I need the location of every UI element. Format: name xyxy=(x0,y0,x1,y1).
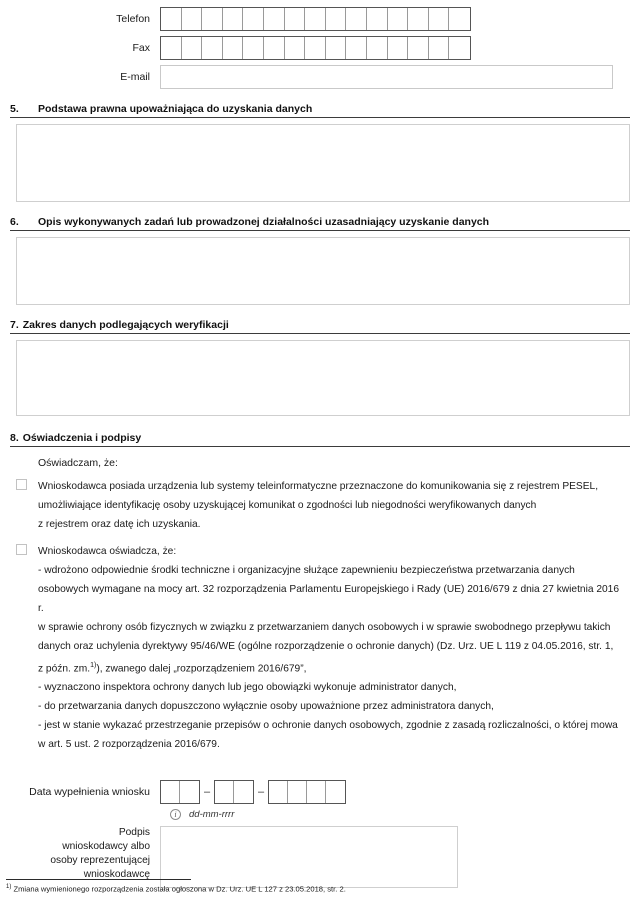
input-cell[interactable] xyxy=(234,781,253,803)
declaration-2-bullet-1-line-3: w sprawie ochrony osób fizycznych w związku z przetwarzaniem danych osobowych i w sprawie swobodnego przepływu takich xyxy=(38,622,611,633)
section-8-title: Oświadczenia i podpisy xyxy=(22,432,142,444)
section-5 xyxy=(0,103,638,202)
input-cell[interactable] xyxy=(307,781,326,803)
input-cell[interactable] xyxy=(243,37,264,59)
fax-row xyxy=(0,36,638,60)
date-label: Data wypełnienia wniosku xyxy=(29,786,150,799)
input-cell[interactable] xyxy=(408,8,429,30)
input-cell[interactable] xyxy=(223,37,244,59)
date-hint-row xyxy=(170,809,638,820)
footnote-marker: 1) xyxy=(6,884,12,891)
section-7 xyxy=(0,319,638,416)
input-cell[interactable] xyxy=(202,37,223,59)
input-cell[interactable] xyxy=(202,8,223,30)
declaration-item-2 xyxy=(16,542,638,754)
email-row xyxy=(0,65,638,89)
input-cell[interactable] xyxy=(305,8,326,30)
section-6-textarea[interactable] xyxy=(16,237,630,305)
declarations-intro: Oświadczam, że: xyxy=(38,457,118,469)
signature-label xyxy=(0,826,160,882)
declaration-2-bullet-4-line-1: - jest w stanie wykazać przestrzeganie przepisów o ochronie danych osobowych, zgodnie z zasadą rozliczalności, o której mowa xyxy=(38,720,618,732)
declaration-1-line-1: Wnioskodawca posiada urządzenia lub systemy teleinformatyczne przeznaczone do komunikowania się z rejestrem PESEL, xyxy=(38,481,599,492)
footnote-text xyxy=(6,884,626,894)
declaration-2-bullet-4-line-2: w art. 5 ust. 2 rozporządzenia 2016/679. xyxy=(38,739,220,751)
input-cell[interactable] xyxy=(288,781,307,803)
fax-input[interactable] xyxy=(160,36,471,60)
telefon-label: Telefon xyxy=(116,13,150,25)
date-fields xyxy=(160,780,346,804)
declaration-2-bullet-2: - wyznaczono inspektora ochrony danych lub jego obowiązki wykonuje administrator danych, xyxy=(38,682,457,694)
section-6-heading xyxy=(10,216,630,231)
telefon-input[interactable] xyxy=(160,7,471,31)
input-cell[interactable] xyxy=(182,37,203,59)
fax-label: Fax xyxy=(132,42,150,54)
footnote-ref-prefix: z późn. zm. xyxy=(38,663,91,675)
input-cell[interactable] xyxy=(346,8,367,30)
footnote xyxy=(6,879,626,894)
input-cell[interactable] xyxy=(429,37,450,59)
input-cell[interactable] xyxy=(161,781,180,803)
input-cell[interactable] xyxy=(269,781,288,803)
section-8-number: 8. xyxy=(10,432,19,444)
declaration-2-checkbox[interactable] xyxy=(16,544,27,555)
footnote-reference-marker: 1) xyxy=(90,662,97,669)
section-5-heading xyxy=(10,103,630,118)
input-cell[interactable] xyxy=(180,781,199,803)
signature-label-line-3: osoby reprezentującej xyxy=(50,855,150,867)
input-cell[interactable] xyxy=(367,8,388,30)
declaration-2-bullet-1-line-5 xyxy=(38,656,622,678)
input-cell[interactable] xyxy=(326,781,345,803)
input-cell[interactable] xyxy=(264,8,285,30)
input-cell[interactable] xyxy=(408,37,429,59)
input-cell[interactable] xyxy=(388,37,409,59)
declaration-2-text xyxy=(38,542,622,754)
input-cell[interactable] xyxy=(367,37,388,59)
contact-block xyxy=(0,0,638,89)
info-icon: i xyxy=(170,809,181,820)
input-cell[interactable] xyxy=(305,37,326,59)
date-row xyxy=(0,780,638,804)
section-8 xyxy=(0,432,638,754)
footnote-ref-suffix: ), zwanego dalej „rozporządzeniem 2016/679”, xyxy=(96,663,307,675)
declaration-2-lead: Wnioskodawca oświadcza, że: xyxy=(38,546,177,557)
input-cell[interactable] xyxy=(285,8,306,30)
section-7-heading xyxy=(10,319,630,334)
email-input[interactable] xyxy=(160,65,613,89)
declaration-1-text xyxy=(38,477,598,534)
section-5-title: Podstawa prawna upoważniająca do uzyskania danych xyxy=(38,103,313,115)
declarations-block xyxy=(0,457,638,754)
section-7-number: 7. xyxy=(10,319,19,331)
declaration-2-bullet-1-line-2: osobowych wymagane na mocy art. 32 rozporządzenia Parlamentu Europejskiego i Rady (UE) 2016/679 z dnia 27 kwietnia 2016 r. xyxy=(38,584,620,614)
date-block xyxy=(0,780,638,820)
declaration-1-checkbox[interactable] xyxy=(16,479,27,490)
input-cell[interactable] xyxy=(346,37,367,59)
footnote-body: Zmiana wymienionego rozporządzenia została ogłoszona w Dz. Urz. UE L 127 z 23.05.2018, str. 2. xyxy=(13,885,346,894)
section-6 xyxy=(0,216,638,305)
date-month-input[interactable] xyxy=(214,780,254,804)
input-cell[interactable] xyxy=(223,8,244,30)
section-7-title: Zakres danych podlegających weryfikacji xyxy=(22,319,229,331)
input-cell[interactable] xyxy=(326,8,347,30)
declaration-2-bullet-1-line-4: danych oraz uchylenia dyrektywy 95/46/WE (ogólne rozporządzenie o ochronie danych) (Dz. Urz. UE L 119 z 04.05.2016, str. 1, xyxy=(38,641,614,652)
section-6-number: 6. xyxy=(10,216,19,228)
date-day-input[interactable] xyxy=(160,780,200,804)
section-7-textarea[interactable] xyxy=(16,340,630,416)
date-separator-2: – xyxy=(257,786,265,799)
email-label: E-mail xyxy=(120,71,150,83)
telefon-row xyxy=(0,7,638,31)
signature-label-line-4: wnioskodawcę xyxy=(83,869,150,881)
input-cell[interactable] xyxy=(285,37,306,59)
section-5-number: 5. xyxy=(10,103,19,115)
input-cell[interactable] xyxy=(388,8,409,30)
declaration-2-bullet-1-line-1: - wdrożono odpowiednie środki techniczne i organizacyjne służące zapewnieniu bezpieczeństwa przetwarzania danych xyxy=(38,565,575,576)
signature-label-line-1: Podpis xyxy=(118,827,150,839)
input-cell[interactable] xyxy=(161,37,182,59)
declaration-item-1 xyxy=(16,477,638,534)
input-cell[interactable] xyxy=(449,8,470,30)
declaration-1-line-3: z rejestrem oraz datę ich uzyskania. xyxy=(38,519,201,530)
declaration-1-line-2: umożliwiające identyfikację osoby uzyskującej komunikat o zgodności lub niegodności weryfikowanych danych xyxy=(38,500,537,511)
input-cell[interactable] xyxy=(243,8,264,30)
input-cell[interactable] xyxy=(326,37,347,59)
section-5-textarea[interactable] xyxy=(16,124,630,202)
input-cell[interactable] xyxy=(449,37,470,59)
date-year-input[interactable] xyxy=(268,780,346,804)
section-6-title: Opis wykonywanych zadań lub prowadzonej działalności uzasadniający uzyskanie danych xyxy=(38,216,490,228)
signature-label-line-2: wnioskodawcy albo xyxy=(62,841,150,853)
input-cell[interactable] xyxy=(182,8,203,30)
date-format-hint: dd-mm-rrrr xyxy=(189,809,235,821)
input-cell[interactable] xyxy=(429,8,450,30)
input-cell[interactable] xyxy=(161,8,182,30)
date-separator-1: – xyxy=(203,786,211,799)
input-cell[interactable] xyxy=(215,781,234,803)
footnote-divider xyxy=(6,879,191,880)
declaration-2-bullet-3: - do przetwarzania danych dopuszczono wyłącznie osoby upoważnione przez administratora danych, xyxy=(38,701,494,713)
section-8-heading xyxy=(10,432,630,447)
input-cell[interactable] xyxy=(264,37,285,59)
